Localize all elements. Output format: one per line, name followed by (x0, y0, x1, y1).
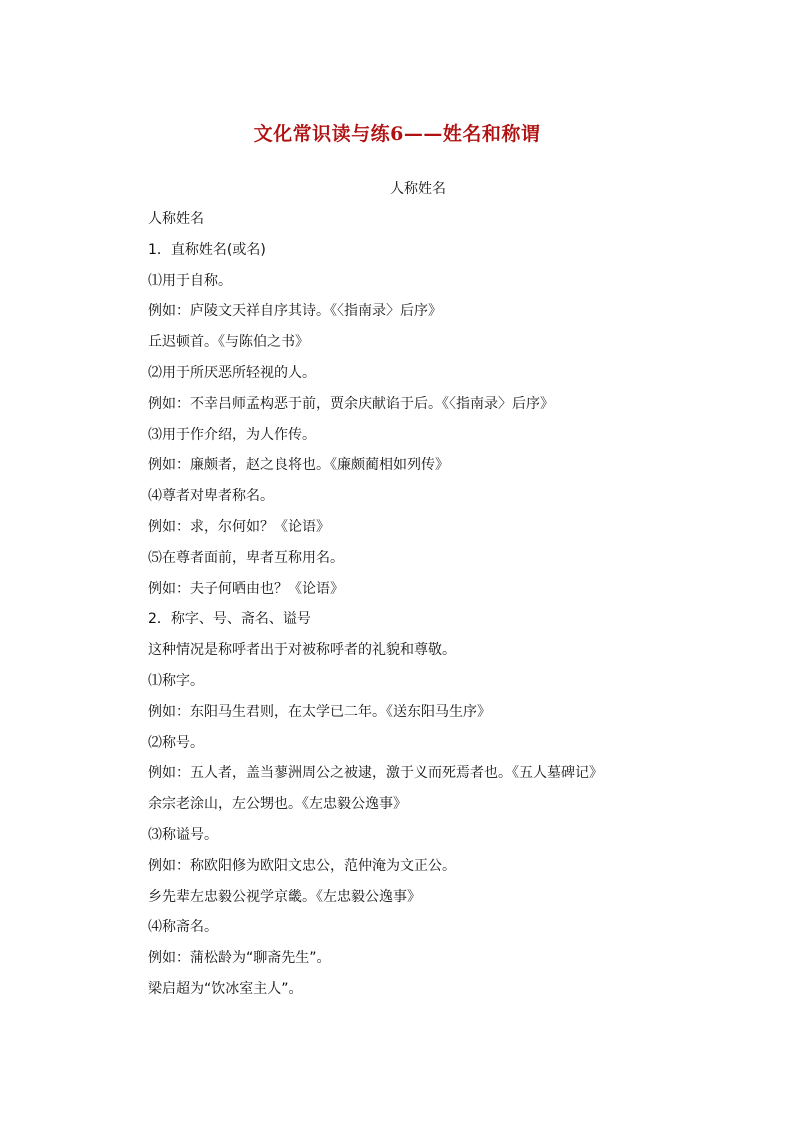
text-line: ⑶用于作介绍，为人作传。 (148, 426, 316, 443)
text-line: 这种情况是称呼者出于对被称呼者的礼貌和尊敬。 (148, 642, 456, 659)
text-line: 丘迟顿首。《与陈伯之书》 (148, 334, 309, 351)
section-heading: 人称姓名 (390, 181, 446, 197)
text-line: 例如：廉颇者，赵之良将也。《廉颇蔺相如列传》 (148, 457, 449, 474)
text-line: 例如：庐陵文天祥自序其诗。《〈指南录〉后序》 (148, 303, 442, 320)
text-line: 1．直称姓名(或名) (148, 241, 266, 258)
text-line: ⑶称谥号。 (148, 826, 218, 843)
text-line: 例如：蒲松龄为“聊斋先生”。 (148, 950, 331, 967)
text-line: 例如：夫子何哂由也？《论语》 (148, 580, 344, 597)
text-line: 例如：五人者，盖当蓼洲周公之被逮，激于义而死焉者也。《五人墓碑记》 (148, 765, 603, 782)
text-line: ⑸在尊者面前，卑者互称用名。 (148, 549, 344, 566)
text-line: ⑷称斋名。 (148, 919, 218, 936)
text-line: 乡先辈左忠毅公视学京畿。《左忠毅公逸事》 (148, 888, 421, 905)
text-line: 2．称字、号、斋名、谥号 (148, 611, 311, 628)
text-line: 例如：东阳马生君则，在太学已二年。《送东阳马生序》 (148, 703, 491, 720)
text-line: ⑴称字。 (148, 672, 204, 689)
text-line: ⑴用于自称。 (148, 272, 232, 289)
text-line: 例如：称欧阳修为欧阳文忠公，范仲淹为文正公。 (148, 857, 456, 874)
text-line: ⑵称号。 (148, 734, 204, 751)
document-title: 文化常识读与练6——姓名和称谓 (253, 123, 541, 145)
text-line: 梁启超为“饮冰室主人”。 (148, 980, 303, 997)
text-line: ⑷尊者对卑者称名。 (148, 488, 274, 505)
text-line: 人称姓名 (148, 211, 204, 227)
text-line: 例如：求，尔何如？《论语》 (148, 518, 330, 535)
text-line: 余宗老涂山，左公甥也。《左忠毅公逸事》 (148, 796, 407, 813)
body-text (148, 208, 708, 1009)
text-line: 例如：不幸吕师孟构恶于前，贾余庆献谄于后。《〈指南录〉后序》 (148, 395, 554, 412)
text-line: ⑵用于所厌恶所轻视的人。 (148, 364, 316, 381)
